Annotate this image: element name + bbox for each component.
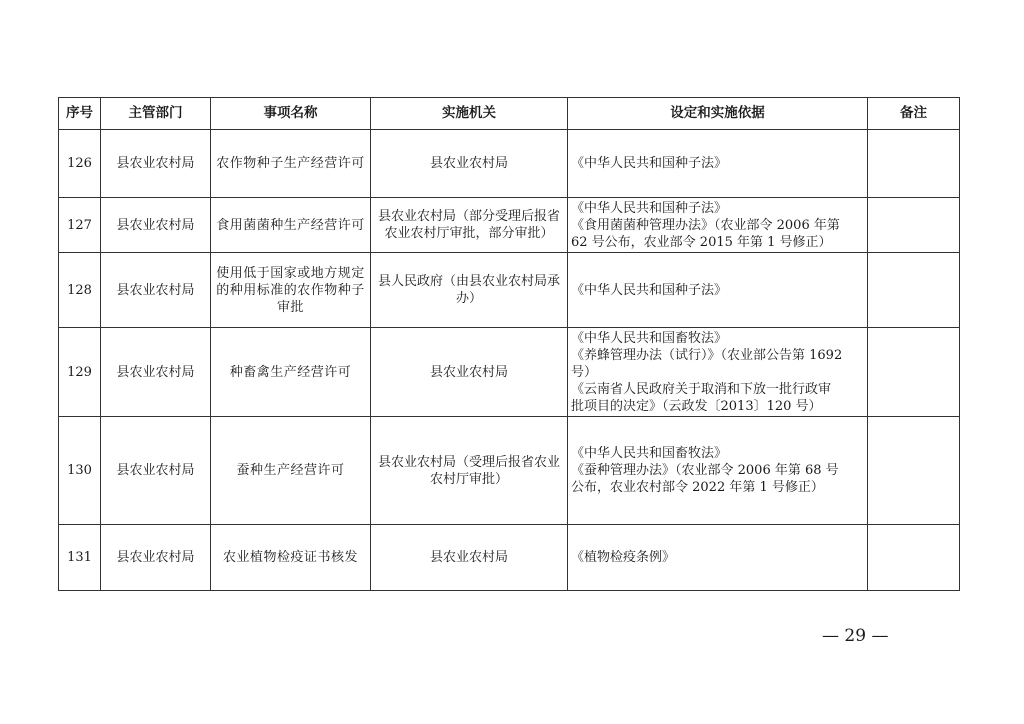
- table-row: [59, 525, 960, 591]
- header-dept: 主管部门: [101, 98, 211, 130]
- row-agency: 县人民政府（由县农业农村局承办）: [371, 253, 568, 328]
- basis-line: 《食用菌菌种管理办法》（农业部令 2006 年第: [571, 217, 840, 233]
- row-item-name: 农业植物检疫证书核发: [211, 525, 371, 591]
- row-item-name: 种畜禽生产经营许可: [211, 328, 371, 417]
- basis-line: 《云南省人民政府关于取消和下放一批行政审: [571, 381, 832, 397]
- row-department: 县农业农村局: [101, 525, 211, 591]
- row-basis: [568, 417, 868, 525]
- row-remark: [868, 130, 960, 198]
- row-remark: [868, 328, 960, 417]
- row-agency: 县农业农村局（受理后报省农业农村厅审批）: [371, 417, 568, 525]
- page-number: — 29 —: [822, 626, 889, 646]
- row-basis: [568, 328, 868, 417]
- row-number: 129: [59, 328, 101, 417]
- row-number: 126: [59, 130, 101, 198]
- header-agency: 实施机关: [371, 98, 568, 130]
- row-item-name: 使用低于国家或地方规定的种用标准的农作物种子审批: [211, 253, 371, 328]
- header-remark: 备注: [868, 98, 960, 130]
- row-remark: [868, 198, 960, 253]
- row-department: 县农业农村局: [101, 130, 211, 198]
- row-department: 县农业农村局: [101, 253, 211, 328]
- header-basis: 设定和实施依据: [568, 98, 868, 130]
- row-agency: 县农业农村局: [371, 328, 568, 417]
- row-basis: [568, 525, 868, 591]
- row-remark: [868, 525, 960, 591]
- basis-line: 62 号公布，农业部令 2015 年第 1 号修正）: [571, 234, 832, 250]
- basis-line: 《蚕种管理办法》（农业部令 2006 年第 68 号: [571, 463, 839, 478]
- row-agency: 县农业农村局: [371, 525, 568, 591]
- row-number: 130: [59, 417, 101, 525]
- row-number: 131: [59, 525, 101, 591]
- row-number: 127: [59, 198, 101, 253]
- row-department: 县农业农村局: [101, 417, 211, 525]
- table-row: [59, 253, 960, 328]
- table-row: [59, 198, 960, 253]
- row-item-name: 农作物种子生产经营许可: [211, 130, 371, 198]
- row-department: 县农业农村局: [101, 198, 211, 253]
- row-agency: 县农业农村局（部分受理后报省农业农村厅审批，部分审批）: [371, 198, 568, 253]
- row-remark: [868, 253, 960, 328]
- table-row: [59, 130, 960, 198]
- basis-line: 《中华人民共和国种子法》: [571, 156, 728, 171]
- row-department: 县农业农村局: [101, 328, 211, 417]
- basis-line: 《植物检疫条例》: [571, 550, 676, 565]
- header-num: 序号: [59, 98, 101, 130]
- header-item: 事项名称: [211, 98, 371, 130]
- basis-line: 公布，农业农村部令 2022 年第 1 号修正）: [571, 480, 824, 495]
- row-remark: [868, 417, 960, 525]
- row-number: 128: [59, 253, 101, 328]
- row-basis: [568, 198, 868, 253]
- row-item-name: 蚕种生产经营许可: [211, 417, 371, 525]
- table-header-row: [59, 98, 960, 130]
- basis-line: 号）: [571, 364, 598, 380]
- basis-line: 批项目的决定》（云政发〔2013〕120 号）: [571, 398, 822, 414]
- basis-line: 《中华人民共和国种子法》: [571, 200, 728, 216]
- row-item-name: 食用菌菌种生产经营许可: [211, 198, 371, 253]
- basis-line: 《中华人民共和国种子法》: [571, 282, 728, 298]
- basis-line: 《中华人民共和国畜牧法》: [571, 330, 728, 346]
- row-basis: [568, 253, 868, 328]
- basis-line: 《中华人民共和国畜牧法》: [571, 446, 728, 461]
- table-row: [59, 417, 960, 525]
- row-basis: [568, 130, 868, 198]
- row-agency: 县农业农村局: [371, 130, 568, 198]
- table-row: [59, 328, 960, 417]
- approval-items-table: [58, 97, 960, 591]
- basis-line: 《养蜂管理办法（试行）》（农业部公告第 1692: [571, 347, 843, 363]
